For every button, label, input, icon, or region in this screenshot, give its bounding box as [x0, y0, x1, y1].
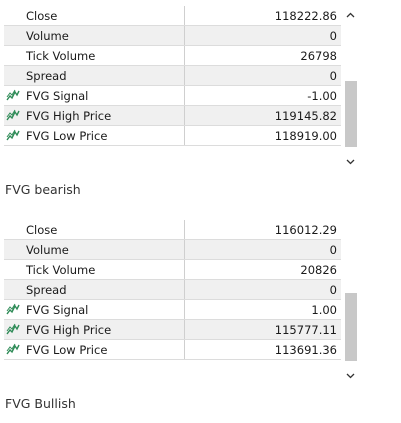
column-divider: [184, 260, 185, 279]
indicator-line-icon: [6, 89, 20, 102]
vertical-scrollbar[interactable]: [343, 6, 358, 169]
row-value: 116012.29: [274, 223, 337, 237]
row-value: 118919.00: [274, 129, 337, 143]
row-value: 26798: [300, 49, 337, 63]
row-value: 0: [329, 283, 337, 297]
data-row-close: [4, 220, 341, 240]
row-value: 113691.36: [274, 343, 337, 357]
row-label: FVG Low Price: [26, 129, 108, 143]
indicator-line-icon: [6, 129, 20, 142]
row-value: 119145.82: [274, 109, 337, 123]
row-label: FVG Signal: [26, 89, 89, 103]
row-label: Tick Volume: [26, 263, 96, 277]
row-value: 0: [329, 29, 337, 43]
data-row-fvg-low-price: [4, 126, 341, 146]
column-divider: [184, 6, 185, 25]
scroll-up-arrow-icon[interactable]: [343, 8, 358, 22]
indicator-line-icon: [6, 323, 20, 336]
row-label: Volume: [26, 29, 69, 43]
indicator-line-icon: [6, 109, 20, 122]
data-row-fvg-high-price: [4, 106, 341, 126]
row-value: 0: [329, 243, 337, 257]
data-window-grid: [4, 6, 341, 146]
row-label: Tick Volume: [26, 49, 96, 63]
data-row-volume: [4, 26, 341, 46]
data-row-spread: [4, 66, 341, 86]
row-value: 0: [329, 69, 337, 83]
data-row-spread: [4, 280, 341, 300]
row-label: Volume: [26, 243, 69, 257]
data-window-panel-bullish: [4, 220, 358, 383]
row-label: Spread: [26, 283, 67, 297]
row-value: 115777.11: [274, 323, 337, 337]
data-row-fvg-signal: [4, 300, 341, 320]
data-window-grid: [4, 220, 341, 360]
caption-bullish: FVG Bullish: [5, 396, 76, 411]
data-row-tick-volume: [4, 260, 341, 280]
column-divider: [184, 320, 185, 339]
row-label: Spread: [26, 69, 67, 83]
column-divider: [184, 26, 185, 45]
data-row-tick-volume: [4, 46, 341, 66]
indicator-line-icon: [6, 303, 20, 316]
data-row-fvg-low-price: [4, 340, 341, 360]
data-row-fvg-high-price: [4, 320, 341, 340]
row-label: FVG High Price: [26, 109, 112, 123]
vertical-scrollbar[interactable]: [343, 220, 358, 383]
row-value: 1.00: [311, 303, 337, 317]
row-value: 118222.86: [274, 9, 337, 23]
row-label: FVG High Price: [26, 323, 112, 337]
data-window-panel-bearish: [4, 6, 358, 169]
scroll-down-arrow-icon[interactable]: [343, 155, 358, 169]
row-label: Close: [26, 223, 58, 237]
column-divider: [184, 240, 185, 259]
data-row-fvg-signal: [4, 86, 341, 106]
data-row-close: [4, 6, 341, 26]
row-label: FVG Signal: [26, 303, 89, 317]
scroll-thumb[interactable]: [345, 81, 357, 147]
scroll-down-arrow-icon[interactable]: [343, 369, 358, 383]
indicator-line-icon: [6, 343, 20, 356]
row-label: FVG Low Price: [26, 343, 108, 357]
column-divider: [184, 46, 185, 65]
row-value: -1.00: [307, 89, 337, 103]
column-divider: [184, 220, 185, 239]
column-divider: [184, 280, 185, 299]
row-label: Close: [26, 9, 58, 23]
column-divider: [184, 66, 185, 85]
data-row-volume: [4, 240, 341, 260]
column-divider: [184, 300, 185, 319]
column-divider: [184, 340, 185, 359]
scroll-thumb[interactable]: [345, 293, 357, 361]
column-divider: [184, 126, 185, 145]
column-divider: [184, 106, 185, 125]
column-divider: [184, 86, 185, 105]
row-value: 20826: [300, 263, 337, 277]
caption-bearish: FVG bearish: [5, 182, 81, 197]
